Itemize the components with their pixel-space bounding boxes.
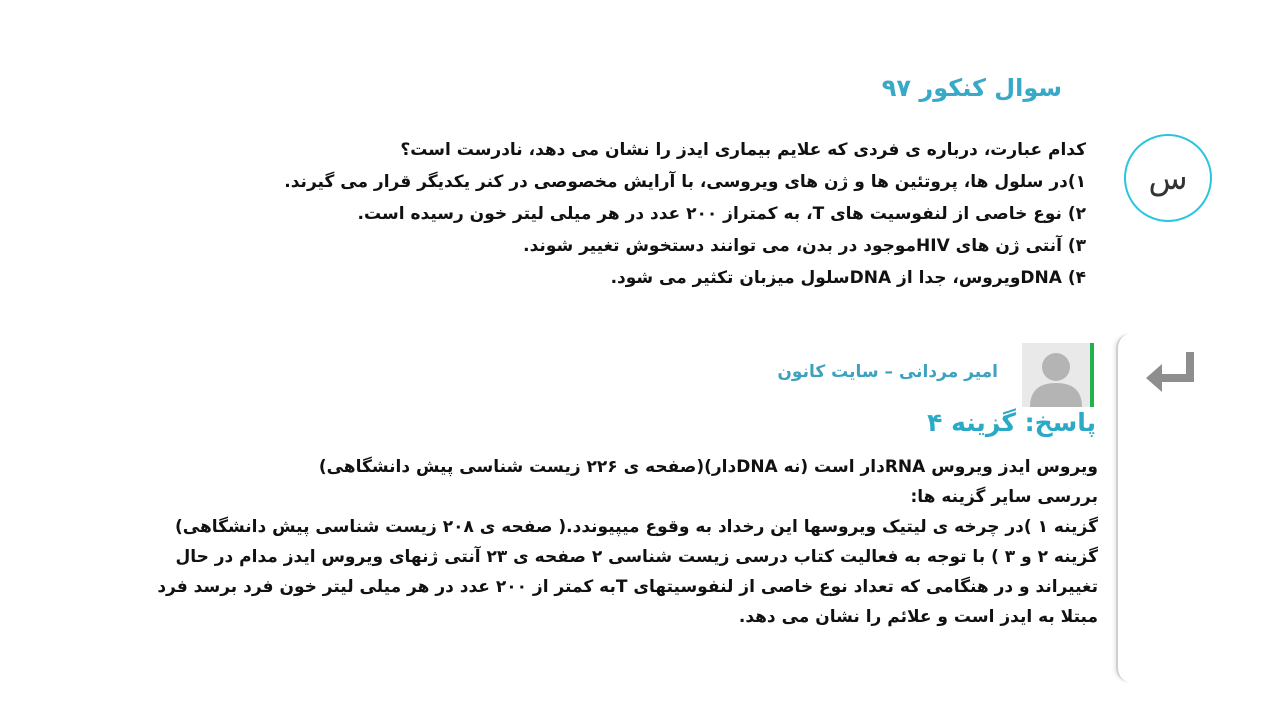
question-block <box>186 134 1086 294</box>
answer-paragraph-2: بررسی سایر گزینه ها: <box>910 487 1098 507</box>
slide-title: سوال کنکور ۹۷ <box>881 74 1062 102</box>
reply-arrow-icon <box>1144 348 1200 396</box>
question-option-4: ۴) DNAویروس، جدا از DNAسلول میزبان تکثیر می شود. <box>610 268 1086 288</box>
question-badge <box>1124 134 1212 222</box>
answer-heading: پاسخ: گزینه ۴ <box>927 408 1096 437</box>
answer-paragraph-4: گزینه ۲ و ۳ ) با توجه به فعالیت کتاب درسی زیست شناسی ۲ صفحه ی ۲۳ آنتی ژنهای ویروس ایدز مدام در حال تغییراند و در هنگامی که تعداد نوع خاصی از لنفوسیتهای Tبه کمتر از ۲۰۰ عدد در هر میلی لیتر خون فرد برسد فرد مبتلا به ایدز است و علائم را نشان می دهد. <box>157 547 1098 627</box>
question-badge-label: س <box>1148 159 1188 197</box>
answer-paragraph-3: گزینه ۱ )در چرخه ی لیتیک ویروسها این رخداد به وقوع میپیوندد.( صفحه ی ۲۰۸ زیست شناسی پیش دانشگاهی) <box>174 517 1098 537</box>
question-option-1: ۱)در سلول ها، پروتئین ها و ژن های ویروسی، با آرایش مخصوصی در کنر یکدیگر قرار می گیرند. <box>284 172 1086 192</box>
answer-paragraph-1: ویروس ایدز ویروس RNAدار است (نه DNAدار)(صفحه ی ۲۲۶ زیست شناسی پیش دانشگاهی) <box>318 457 1098 477</box>
answer-card-edge <box>1116 334 1130 682</box>
answer-body <box>138 452 1098 632</box>
answer-author: امیر مردانی – سایت کانون <box>777 362 998 382</box>
user-avatar-icon <box>1022 343 1094 407</box>
question-stem: کدام عبارت، درباره ی فردی که علایم بیماری ایدز را نشان می دهد، نادرست است؟ <box>400 140 1086 160</box>
question-option-3: ۳) آنتی ژن های HIVموجود در بدن، می توانند دستخوش تغییر شوند. <box>523 236 1086 256</box>
question-option-2: ۲) نوع خاصی از لنفوسیت های T، به کمتراز ۲۰۰ عدد در هر میلی لیتر خون رسیده است. <box>357 204 1086 224</box>
